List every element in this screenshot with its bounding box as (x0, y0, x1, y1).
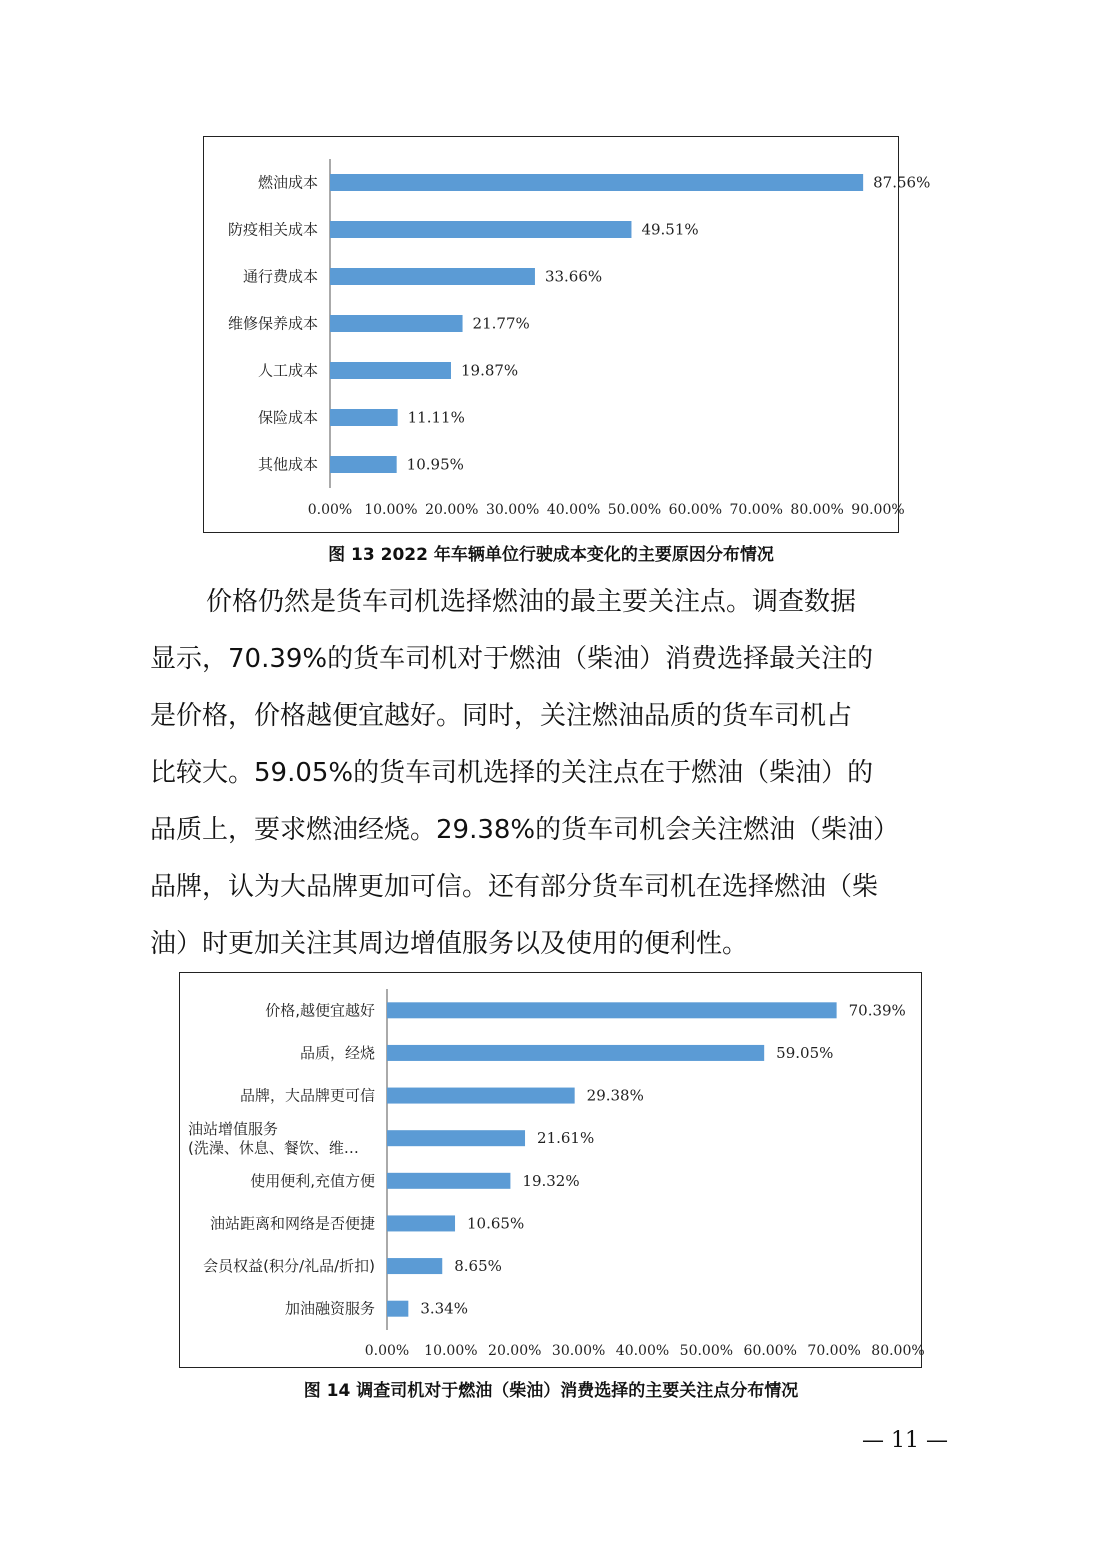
x-tick-label: 0.00% (307, 502, 353, 518)
bar (330, 409, 398, 426)
x-tick-label: 40.00% (615, 1343, 670, 1359)
x-tick-label: 10.00% (364, 502, 418, 518)
category-label: 保险成本 (257, 408, 318, 427)
figure-14-svg (180, 973, 925, 1366)
paragraph-line-1: 价格仍然是货车司机选择燃油的最主要关注点。调查数据 (206, 587, 857, 617)
bar (387, 1002, 837, 1018)
category-label: 维修保养成本 (227, 314, 318, 333)
x-tick-label: 60.00% (743, 1343, 797, 1359)
figure-14-caption: 图 14 调查司机对于燃油（柴油）消费选择的主要关注点分布情况 (303, 1381, 799, 1401)
data-label: 70.39% (848, 1001, 906, 1020)
data-label: 8.65% (454, 1257, 502, 1276)
category-label: 通行费成本 (242, 267, 318, 286)
data-label: 11.11% (407, 408, 465, 427)
bar (330, 456, 397, 473)
category-label: 燃油成本 (257, 173, 318, 192)
bar (330, 315, 463, 332)
x-tick-label: 50.00% (607, 502, 662, 518)
category-label: 品质，经烧 (299, 1043, 375, 1062)
bar (330, 174, 863, 191)
paragraph-line-4: 比较大。59.05%的货车司机选择的关注点在于燃油（柴油）的 (150, 758, 874, 788)
category-label: 人工成本 (257, 361, 318, 380)
x-tick-label: 80.00% (790, 502, 844, 518)
bar (387, 1088, 575, 1104)
category-label: 油站距离和网络是否便捷 (209, 1214, 375, 1233)
data-label: 59.05% (776, 1043, 834, 1062)
x-tick-label: 30.00% (551, 1343, 606, 1359)
paragraph-line-5: 品质上，要求燃油经烧。29.38%的货车司机会关注燃油（柴油） (150, 815, 900, 845)
bar (387, 1173, 510, 1189)
x-tick-label: 30.00% (485, 502, 540, 518)
category-label: 价格,越便宜越好 (265, 1001, 375, 1020)
paragraph-line-2: 显示，70.39%的货车司机对于燃油（柴油）消费选择最关注的 (150, 644, 874, 674)
x-tick-label: 10.00% (424, 1343, 478, 1359)
x-tick-label: 20.00% (488, 1343, 542, 1359)
x-tick-label: 50.00% (679, 1343, 734, 1359)
category-label: 防疫相关成本 (227, 220, 318, 239)
bar (387, 1215, 455, 1231)
bar (387, 1130, 525, 1146)
paragraph-line-3: 是价格，价格越便宜越好。同时，关注燃油品质的货车司机占 (150, 701, 853, 731)
category-label: 会员权益(积分/礼品/折扣) (203, 1257, 375, 1276)
x-tick-label: 60.00% (668, 502, 723, 518)
bar (387, 1045, 764, 1061)
figure-13-chart (203, 136, 931, 533)
data-label: 33.66% (544, 267, 603, 286)
data-label: 87.56% (873, 173, 931, 192)
x-tick-label: 90.00% (851, 502, 905, 518)
data-label: 21.77% (472, 314, 530, 333)
data-label: 49.51% (641, 220, 699, 239)
bar (330, 268, 535, 285)
bar (330, 221, 631, 238)
bar (330, 362, 451, 379)
category-label: 油站增值服务(洗澡、休息、餐饮、维… (188, 1120, 359, 1158)
x-tick-label: 20.00% (425, 502, 479, 518)
bar (387, 1301, 408, 1317)
data-label: 21.61% (537, 1129, 595, 1148)
x-tick-label: 40.00% (546, 502, 601, 518)
category-label: 品牌，大品牌更可信 (239, 1086, 375, 1105)
x-tick-label: 80.00% (871, 1343, 925, 1359)
data-label: 19.87% (460, 361, 519, 380)
data-label: 10.65% (467, 1214, 525, 1233)
page-number: — 11 — (862, 1428, 948, 1453)
data-label: 3.34% (420, 1299, 468, 1318)
category-label: 加油融资服务 (284, 1299, 375, 1318)
x-tick-label: 70.00% (729, 502, 783, 518)
figure-13-svg (204, 137, 931, 531)
bar (387, 1258, 442, 1274)
figure-14-chart (179, 972, 925, 1368)
paragraph-line-6: 品牌，认为大品牌更加可信。还有部分货车司机在选择燃油（柴 (150, 872, 879, 902)
category-label: 使用便利,充值方便 (250, 1171, 375, 1190)
x-tick-label: 0.00% (364, 1343, 410, 1359)
paragraph-line-7: 油）时更加关注其周边增值服务以及使用的便利性。 (150, 929, 749, 959)
data-label: 10.95% (406, 455, 464, 474)
category-label: 其他成本 (257, 455, 318, 474)
figure-13-caption: 图 13 2022 年车辆单位行驶成本变化的主要原因分布情况 (328, 545, 774, 565)
data-label: 19.32% (522, 1171, 580, 1190)
data-label: 29.38% (586, 1086, 644, 1105)
x-tick-label: 70.00% (807, 1343, 861, 1359)
